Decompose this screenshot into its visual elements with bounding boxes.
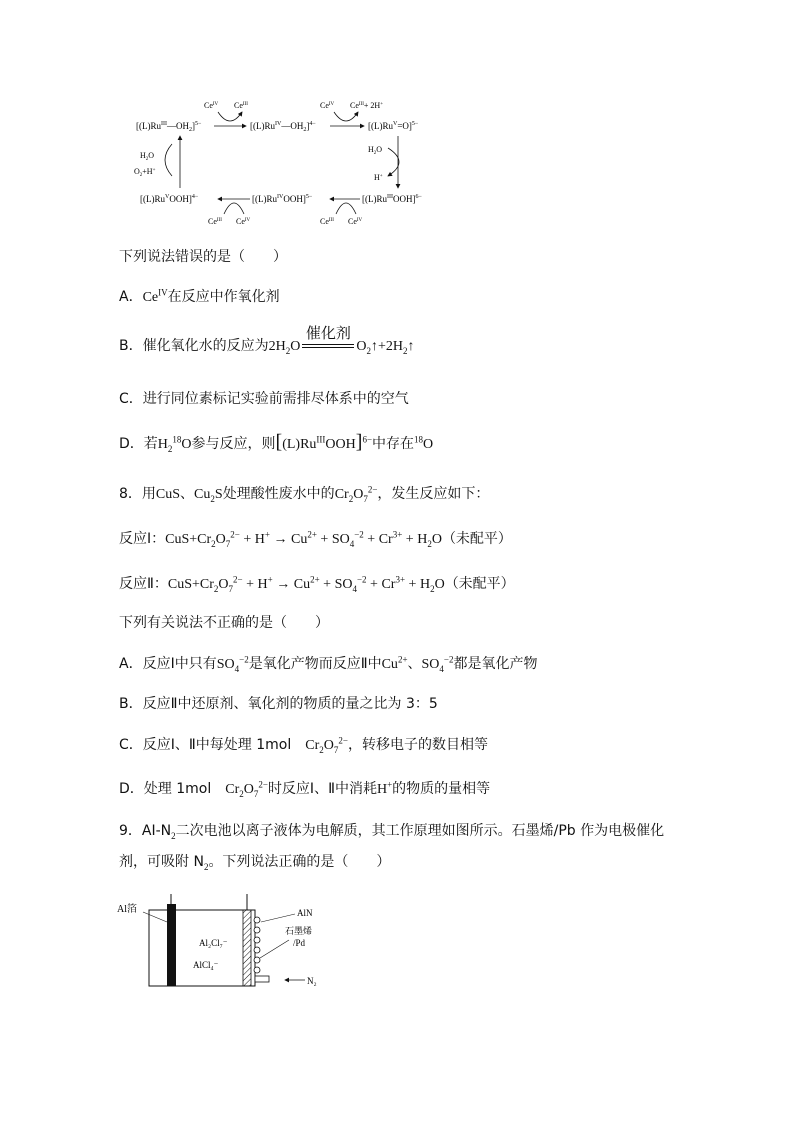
ce-iii-2h-label: $Ce^{III}+ 2H^+$: [350, 101, 384, 110]
adsorption-site: [254, 967, 260, 973]
water-arc-left: [165, 144, 172, 176]
q8-reaction-2: 反应Ⅱ：$CuS+Cr_2O_7^{2-} + H^+ \to Cu^{2+} + SO_4^{-2} + Cr^{3+} + H_2O$（未配平）: [119, 574, 515, 594]
q8-option-c: C．反应Ⅰ、Ⅱ中每处理 1mol $Cr_2O_7^{2-}$，转移电子的数目相等: [119, 735, 488, 755]
q7-option-d: D．若$H_2^{18}O$参与反应，则$[(L)Ru^{III}OOH]^{6-}$中存在$^{18}$O: [119, 431, 434, 454]
catalyst-equals-sign: 催化剂: [300, 336, 356, 356]
battery-diagram: [115, 888, 335, 998]
n2-label: N₂: [307, 976, 317, 986]
al2cl7-label: Al₂Cl₇⁻: [199, 938, 228, 948]
node-ru3-oh2: $[(L)Ru^{III}—OH_2]^{5-}$: [136, 121, 202, 133]
aln-leader: [261, 914, 295, 922]
q8-option-b: B．反应Ⅱ中还原剂、氧化剂的物质的量之比为 3：5: [119, 696, 438, 712]
node-ru4-oh2: $[(L)Ru^{IV}—OH_2]^{4-}$: [250, 121, 316, 133]
q7-option-c: C．进行同位素标记实验前需排尽体系中的空气: [119, 391, 409, 407]
al-foil-label: Al箔: [117, 904, 137, 915]
q8-reaction-1: 反应Ⅰ：$CuS+Cr_2O_7^{2-} + H^+ \to Cu^{2+} + SO_4^{-2} + Cr^{3+} + H_2O$（未配平）: [119, 529, 512, 549]
ce-iii-label-4: $Ce^{III}$: [208, 217, 222, 226]
q8-stem: 8．用CuS、$Cu_2S$处理酸性废水中的$Cr_2O_7^{2-}$，发生反应如下：: [119, 484, 490, 504]
ce-iii-label-1: $Ce^{III}$: [234, 101, 248, 110]
pd-label: /Pd: [293, 938, 306, 948]
ce-iii-label-3: $Ce^{III}$: [320, 217, 334, 226]
ce-iv-label-4: $Ce^{IV}$: [236, 217, 251, 226]
adsorption-site: [254, 927, 260, 933]
graphene-leader: [260, 940, 289, 958]
ce-iv-label-2: $Ce^{IV}$: [320, 101, 335, 110]
adsorption-site: [254, 947, 260, 953]
aln-label: AlN: [297, 908, 313, 918]
ce-arc-2: [334, 112, 358, 121]
q8-question: 下列有关说法不正确的是（ ）: [119, 615, 329, 631]
ce-iv-label-1: $Ce^{IV}$: [204, 101, 219, 110]
adsorption-site: [254, 957, 260, 963]
adsorption-site: [254, 937, 260, 943]
q9-stem-line-1: 9．$AI-N_2$二次电池以离子液体为电解质，其工作原理如图所示。石墨烯/Pb 作为电极催化: [119, 823, 665, 841]
n2-inlet-tube: [255, 976, 269, 982]
q9-stem-line-2: 剂，可吸附 $N_2$。下列说法正确的是（ ）: [119, 854, 391, 872]
node-ru3-ooh: $[(L)Ru^{III}OOH]^{6-}$: [362, 194, 422, 204]
q8-option-d: D．处理 1mol $Cr_2O_7^{2-}$时反应Ⅰ、Ⅱ中消耗H+的物质的量相等: [119, 779, 491, 799]
catalytic-cycle-diagram: [130, 96, 450, 232]
h2o-label-right: $H_2O$: [368, 145, 383, 156]
adsorption-site: [254, 917, 260, 923]
o2h-label-left: $O_2+H^+$: [134, 167, 156, 178]
node-ru5-ooh: $[(L)Ru^VOOH]^{4-}$: [140, 194, 199, 204]
al-foil-electrode: [167, 904, 176, 986]
node-ru5-oxo: $[(L)Ru^V=O]^{5-}$: [368, 121, 419, 131]
ce-arc-4: [224, 203, 244, 214]
graphene-pd-electrode: [243, 910, 251, 986]
graphene-label: 石墨烯: [285, 926, 313, 936]
q8-option-a: A．反应Ⅰ中只有$SO_4^{-2}$是氧化产物而反应Ⅱ中$Cu^{2+}$、$SO_4^{-2}$都是氧化产物: [119, 654, 538, 674]
h2o-label-left: $H_2O$: [140, 151, 155, 162]
node-ru4-ooh: $[(L)Ru^{IV}OOH]^{5-}$: [252, 194, 313, 204]
water-arc-right: [388, 148, 399, 176]
q7-stem: 下列说法错误的是（ ）: [119, 249, 287, 265]
ce-iv-label-3: $Ce^{IV}$: [348, 217, 363, 226]
alcl4-label: AlCl₄⁻: [193, 960, 219, 970]
hplus-label-right: H+: [374, 173, 383, 182]
q7-option-a: A．$Ce^{IV}$在反应中作氧化剂: [119, 287, 280, 305]
ce-arc-1: [218, 112, 242, 121]
q7-option-b: B．催化氧化水的反应为$2H_2O$ 催化剂 $O_2↑+2H_2↑$: [119, 324, 415, 356]
ce-arc-3: [336, 203, 356, 214]
